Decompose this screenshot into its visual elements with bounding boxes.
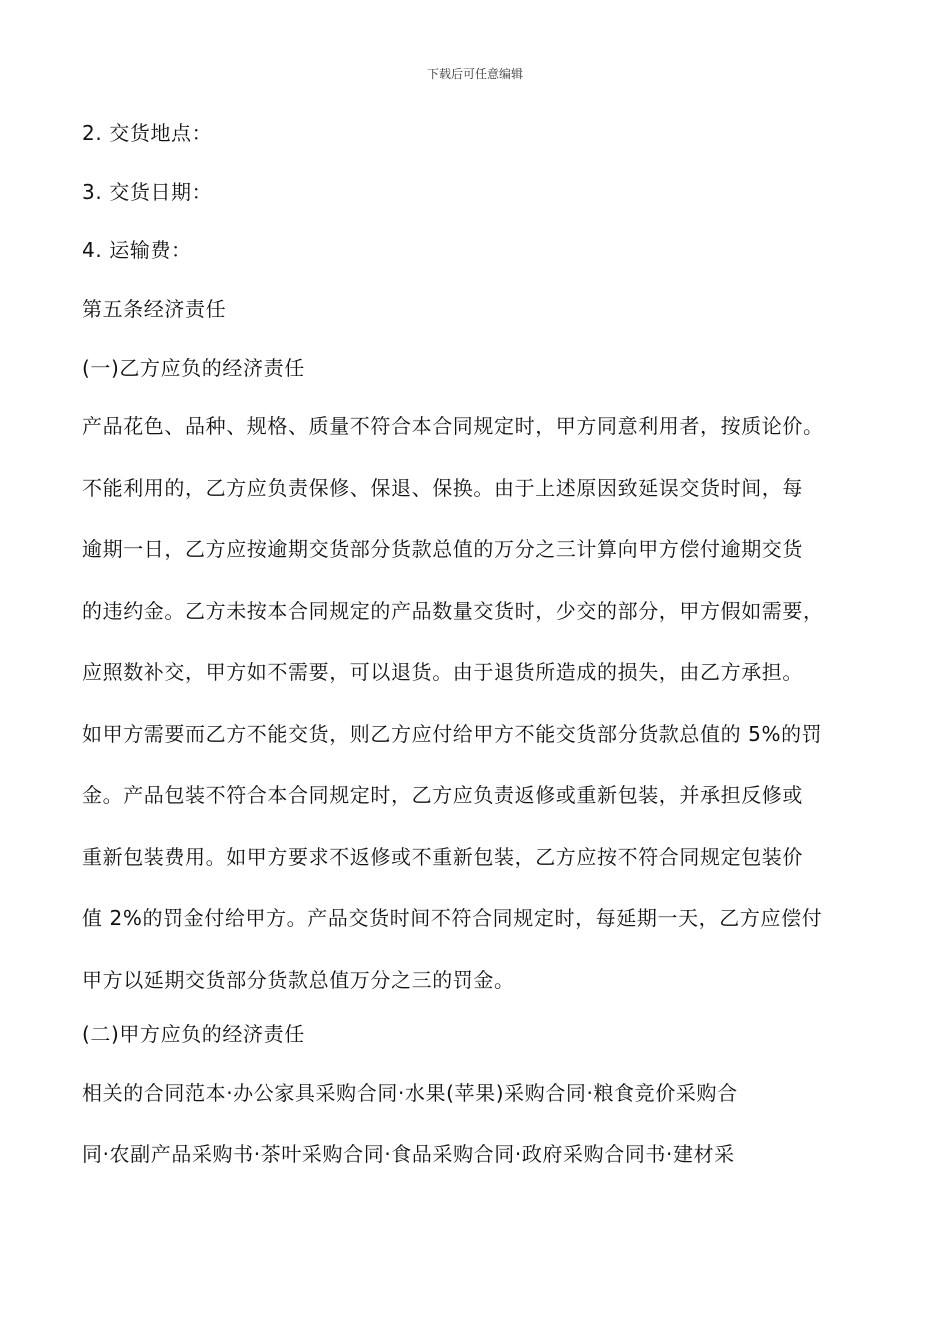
item-delivery-date: 3. 交货日期： (82, 179, 213, 204)
paragraph-line: 甲方以延期交货部分货款总值万分之三的罚金。 (82, 967, 515, 992)
paragraph-line: 金。产品包装不符合本合同规定时，乙方应负责返修或重新包装，并承担反修或 (82, 783, 803, 808)
document-body (82, 118, 892, 1201)
page-header-note: 下载后可任意编辑 (426, 67, 523, 81)
paragraph-line: 不能利用的，乙方应负责保修、保退、保换。由于上述原因致延误交货时间，每 (82, 475, 803, 500)
paragraph-line: 值 2%的罚金付给甲方。产品交货时间不符合同规定时，每延期一天，乙方应偿付 (82, 906, 823, 931)
item-freight: 4. 运输费： (82, 238, 192, 263)
section-2-title: (二)甲方应负的经济责任 (82, 1021, 305, 1046)
paragraph-line: 产品花色、品种、规格、质量不符合本合同规定时，甲方同意利用者，按质论价。 (82, 414, 824, 439)
paragraph-line: 重新包装费用。如甲方要求不返修或不重新包装，乙方应按不符合同规定包装价 (82, 844, 803, 869)
paragraph-line: 逾期一日，乙方应按逾期交货部分货款总值的万分之三计算向甲方偿付逾期交货 (82, 537, 803, 562)
paragraph-line: 的违约金。乙方未按本合同规定的产品数量交货时，少交的部分，甲方假如需要， (82, 598, 824, 623)
paragraph-line: 应照数补交，甲方如不需要，可以退货。由于退货所造成的损失，由乙方承担。 (82, 660, 803, 685)
related-contracts-paragraph (82, 1078, 892, 1170)
related-contracts-line: 相关的合同范本·办公家具采购合同·水果(苹果)采购合同·粮食竞价采购合 (82, 1080, 738, 1105)
article-5-title: 第五条经济责任 (82, 297, 227, 322)
related-contracts-line: 同·农副产品采购书·茶叶采购合同·食品采购合同·政府采购合同书·建材采 (82, 1142, 735, 1167)
item-delivery-place: 2. 交货地点： (82, 121, 213, 145)
paragraph-line: 如甲方需要而乙方不能交货，则乙方应付给甲方不能交货部分货款总值的 5%的罚 (82, 721, 823, 746)
section-1-title: (一)乙方应负的经济责任 (82, 355, 305, 380)
section-1-paragraph (82, 411, 892, 995)
